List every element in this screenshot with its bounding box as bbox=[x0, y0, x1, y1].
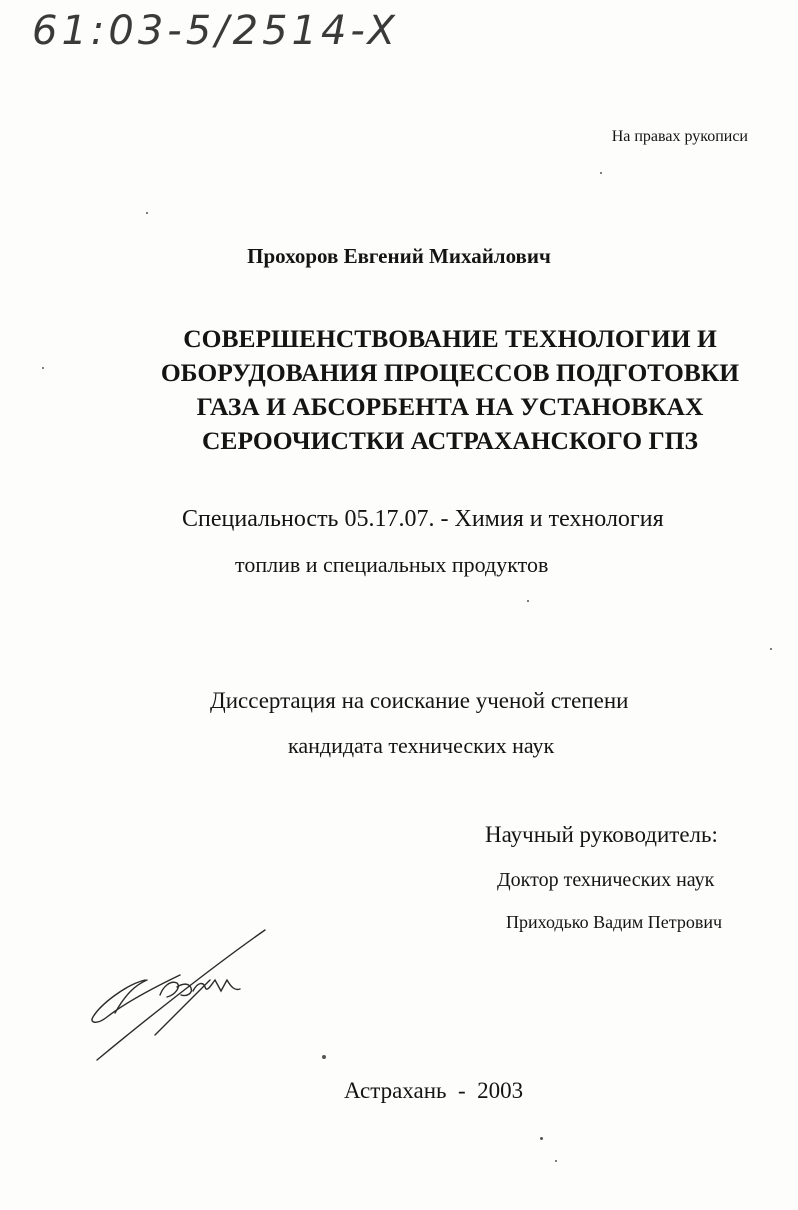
scan-speck bbox=[146, 212, 148, 214]
city: Астрахань bbox=[344, 1078, 447, 1103]
rights-note: На правах рукописи bbox=[611, 128, 748, 145]
dissertation-degree-line-1: Диссертация на соискание ученой степени bbox=[210, 688, 629, 713]
title-line: ГАЗА И АБСОРБЕНТА НА УСТАНОВКАХ bbox=[196, 392, 704, 421]
city-year bbox=[344, 1078, 523, 1104]
scan-speck bbox=[540, 1137, 543, 1140]
scan-speck bbox=[322, 1055, 326, 1059]
scan-speck bbox=[555, 1160, 557, 1162]
scan-speck bbox=[770, 648, 772, 650]
title-line: ОБОРУДОВАНИЯ ПРОЦЕССОВ ПОДГОТОВКИ bbox=[160, 358, 740, 387]
supervisor-degree: Доктор технических наук bbox=[497, 869, 715, 891]
scan-speck bbox=[42, 367, 44, 369]
archive-stamp-text: 61:03-5/2514-X bbox=[32, 8, 399, 54]
scan-speck bbox=[600, 172, 602, 174]
specialty-line-1: Специальность 05.17.07. - Химия и технология bbox=[182, 506, 664, 532]
supervisor-name: Приходько Вадим Петрович bbox=[506, 912, 723, 932]
title-line: СЕРООЧИСТКИ АСТРАХАНСКОГО ГПЗ bbox=[202, 426, 698, 455]
scan-speck bbox=[527, 600, 529, 602]
separator: - bbox=[458, 1078, 466, 1103]
specialty-line-2: топлив и специальных продуктов bbox=[235, 552, 549, 577]
dissertation-title bbox=[120, 322, 780, 458]
handwritten-archive-stamp bbox=[28, 0, 498, 58]
dissertation-degree-line-2: кандидата технических наук bbox=[288, 733, 555, 758]
author-name: Прохоров Евгений Михайлович bbox=[247, 244, 551, 268]
title-line: СОВЕРШЕНСТВОВАНИЕ ТЕХНОЛОГИИ И bbox=[183, 324, 717, 353]
handwritten-signature bbox=[85, 925, 285, 1065]
supervisor-label: Научный руководитель: bbox=[485, 822, 718, 847]
year: 2003 bbox=[477, 1078, 524, 1103]
